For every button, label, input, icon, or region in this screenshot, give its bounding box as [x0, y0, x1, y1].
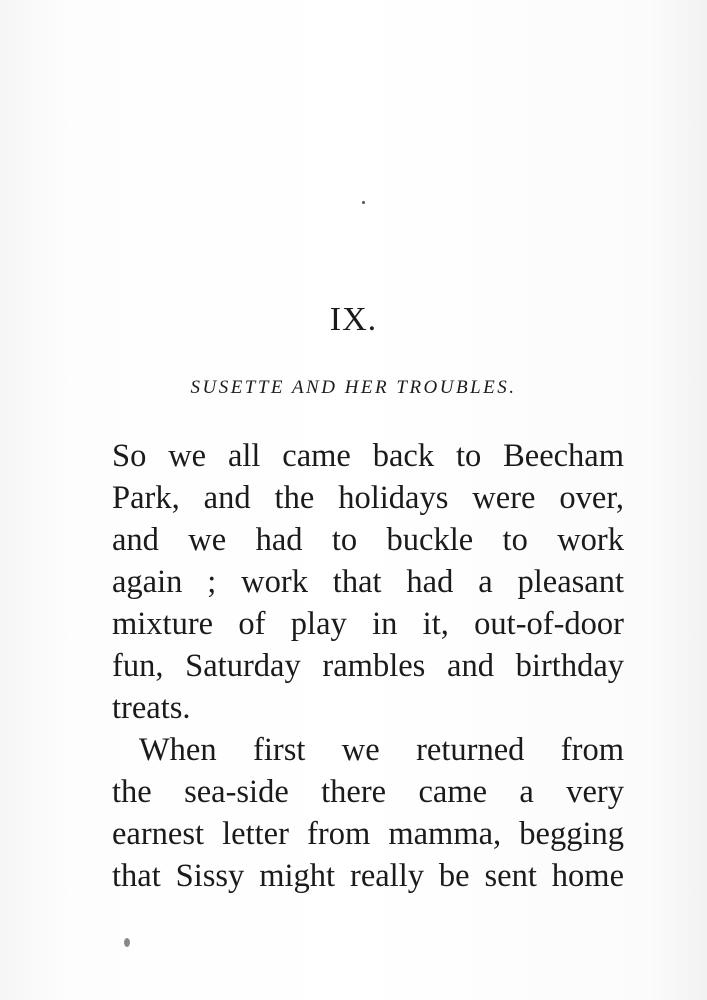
body-text — [112, 435, 624, 897]
text-line: treats. — [112, 690, 191, 726]
text-line: earnest letter from mamma, begging — [112, 816, 624, 852]
show-through-text — [80, 100, 640, 488]
paper-speck — [124, 938, 130, 947]
paragraph-1 — [112, 435, 624, 729]
text-line: When first we returned from — [139, 732, 624, 768]
text-line: and we had to buckle to work — [112, 522, 624, 558]
text-line: that Sissy might really be sent home — [112, 858, 624, 894]
text-line: mixture of play in it, out-of-door — [112, 606, 624, 642]
chapter-title: SUSETTE AND HER TROUBLES. — [190, 377, 517, 398]
text-line: So we all came back to Beecham — [112, 438, 624, 474]
paper-speck — [362, 201, 365, 204]
chapter-number: IX. — [329, 301, 378, 338]
text-line: fun, Saturday rambles and birthday — [112, 648, 624, 684]
text-line: the sea-side there came a very — [112, 774, 624, 810]
paragraph-2 — [112, 729, 624, 897]
text-line: Park, and the holidays were over, — [112, 480, 624, 516]
text-line: again ; work that had a pleasant — [112, 564, 624, 600]
